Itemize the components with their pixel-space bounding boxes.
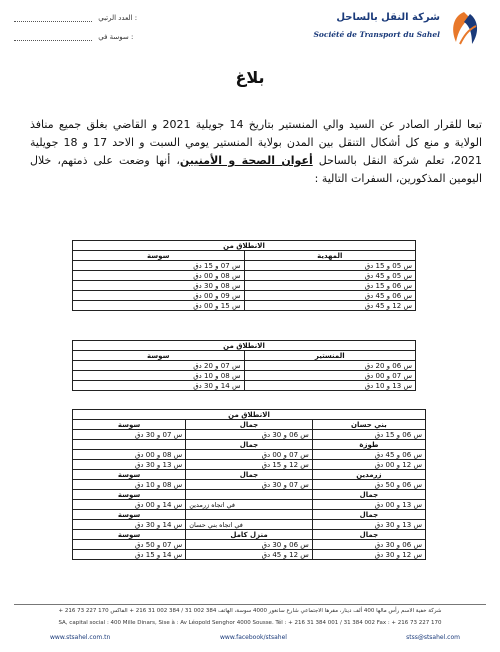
sousse-date-label: سوسة في : bbox=[98, 33, 134, 41]
table-row bbox=[73, 281, 416, 291]
stop-time: س 12 و 45 دق bbox=[186, 550, 313, 560]
dest-header-sousse: سوسة bbox=[73, 530, 186, 540]
page-footer bbox=[0, 604, 500, 652]
arrival-time: س 14 و 15 دق bbox=[73, 550, 186, 560]
departure-time: س 07 و 00 دق bbox=[244, 371, 416, 381]
arrival-time: س 08 و 00 دق bbox=[73, 450, 186, 460]
departure-time: س 06 و 45 دق bbox=[312, 450, 425, 460]
table-caption: الانطلاق من bbox=[73, 241, 416, 251]
table-header-row bbox=[73, 510, 426, 520]
table-caption-row bbox=[73, 410, 426, 420]
facebook-link[interactable]: www.facebook/stsahel bbox=[220, 634, 287, 641]
schedule-table-monastir bbox=[72, 340, 416, 391]
stop-time: س 06 و 30 دق bbox=[186, 430, 313, 440]
departure-time: س 12 و 30 دق bbox=[312, 550, 425, 560]
origin-header-jamal: جمال bbox=[312, 530, 425, 540]
table-row bbox=[73, 361, 416, 371]
ref-number-line bbox=[14, 14, 137, 22]
table-header-row bbox=[73, 490, 426, 500]
departure-time: س 06 و 30 دق bbox=[312, 540, 425, 550]
arrival-time: س 07 و 50 دق bbox=[73, 540, 186, 550]
company-name-fr: Société de Transport du Sahel bbox=[313, 30, 440, 39]
table-row bbox=[73, 271, 416, 281]
table-row bbox=[73, 381, 416, 391]
empty-cell bbox=[186, 490, 313, 500]
departure-time: س 05 و 45 دق bbox=[244, 271, 416, 281]
table-caption: الانطلاق من bbox=[73, 410, 426, 420]
table-header-row bbox=[73, 251, 416, 261]
table-row bbox=[73, 261, 416, 271]
column-header-origin: المهدية bbox=[244, 251, 416, 261]
arrival-time: س 07 و 30 دق bbox=[73, 430, 186, 440]
departure-time: س 06 و 15 دق bbox=[244, 281, 416, 291]
dest-header-sousse: سوسة bbox=[73, 490, 186, 500]
departure-time: س 13 و 00 دق bbox=[312, 500, 425, 510]
arrival-time: س 14 و 30 دق bbox=[73, 520, 186, 530]
direction-note: في اتجاه بني حسان bbox=[186, 520, 313, 530]
company-logo-icon bbox=[446, 8, 482, 48]
departure-time: س 06 و 15 دق bbox=[312, 430, 425, 440]
announcement-emphasis: أعوان الصحة و الأمنيين bbox=[179, 154, 313, 167]
email-link[interactable]: stss@stsahel.com bbox=[406, 634, 460, 641]
sousse-date-blank[interactable] bbox=[14, 40, 92, 41]
table-row bbox=[73, 540, 426, 550]
table-header-row bbox=[73, 440, 426, 450]
table-header-row bbox=[73, 420, 426, 430]
stop-time: س 12 و 15 دق bbox=[186, 460, 313, 470]
table-row bbox=[73, 550, 426, 560]
column-header-dest: سوسة bbox=[73, 351, 245, 361]
table-caption-row bbox=[73, 341, 416, 351]
arrival-time: س 08 و 30 دق bbox=[73, 281, 245, 291]
arrival-time: س 08 و 00 دق bbox=[73, 271, 245, 281]
ref-number-blank[interactable] bbox=[14, 21, 92, 22]
website-link[interactable]: www.stsahel.com.tn bbox=[50, 634, 111, 641]
table-caption-row bbox=[73, 241, 416, 251]
table-row bbox=[73, 520, 426, 530]
table-row bbox=[73, 301, 416, 311]
letterhead bbox=[0, 0, 500, 60]
departure-time: س 06 و 50 دق bbox=[312, 480, 425, 490]
empty-cell bbox=[73, 440, 186, 450]
dest-header-sousse: سوسة bbox=[73, 420, 186, 430]
footer-legal-ar: شركة خفية الاسم رأس مالها 400 ألف دينار، مقرها الاجتماعي شارع سانغور 4000 سوسة، الهاتف 384 002 31 / 384 002 31 216 + الفاكس 170 227 73 216 + bbox=[58, 608, 442, 614]
footer-legal-fr: SA, capital social : 400 Mille Dinars, Sise à : Av Léopold Senghor 4000 Sousse. Tél : + 216 31 384 001 / 31 384 002 Fax : + 216 73 227 170 bbox=[58, 620, 442, 626]
table-header-row bbox=[73, 530, 426, 540]
stop-time: س 06 و 30 دق bbox=[186, 540, 313, 550]
departure-time: س 05 و 15 دق bbox=[244, 261, 416, 271]
announcement-text-2: ، أنها وضعت على ذمتهم، خلال اليومين المذكورين، السفرات التالية : bbox=[30, 154, 482, 185]
column-header-dest: سوسة bbox=[73, 251, 245, 261]
table-row bbox=[73, 450, 426, 460]
origin-header-touza: طوزة bbox=[312, 440, 425, 450]
arrival-time: س 08 و 10 دق bbox=[73, 480, 186, 490]
sousse-date-line bbox=[14, 33, 133, 41]
stop-header-jamal: جمال bbox=[186, 420, 313, 430]
arrival-time: س 07 و 20 دق bbox=[73, 361, 245, 371]
stop-header-menzel-kamel: منزل كامل bbox=[186, 530, 313, 540]
footer-divider bbox=[14, 604, 486, 605]
announcement-text-1: تبعا للقرار الصادر عن السيد والي المنستير بتاريخ 14 جويلية 2021 و القاضي بغلق جميع منافذ الولاية و منع كل أشكال التنقل بين المدن بولاية المنستير يومي السبت و الاحد 17 و 18 جويلية 2021، تعلم شركة النقل بالساحل bbox=[30, 118, 483, 167]
origin-header-beni-hassen: بني حسان bbox=[312, 420, 425, 430]
ref-number-label: العدد الرتبي : bbox=[98, 14, 138, 22]
announcement-body bbox=[30, 116, 482, 188]
dest-header-sousse: سوسة bbox=[73, 470, 186, 480]
page-title: بلاغ bbox=[235, 68, 265, 87]
table-caption: الانطلاق من bbox=[73, 341, 416, 351]
dest-header-sousse: سوسة bbox=[73, 510, 186, 520]
table-row bbox=[73, 430, 426, 440]
arrival-time: س 08 و 10 دق bbox=[73, 371, 245, 381]
arrival-time: س 14 و 00 دق bbox=[73, 500, 186, 510]
origin-header-zermadine: زرمدين bbox=[312, 470, 425, 480]
arrival-time: س 14 و 30 دق bbox=[73, 381, 245, 391]
arrival-time: س 13 و 30 دق bbox=[73, 460, 186, 470]
departure-time: س 13 و 30 دق bbox=[312, 520, 425, 530]
departure-time: س 12 و 45 دق bbox=[244, 301, 416, 311]
departure-time: س 12 و 00 دق bbox=[312, 460, 425, 470]
company-logo-block bbox=[302, 8, 482, 48]
column-header-origin: المنستير bbox=[244, 351, 416, 361]
company-name-ar: شركة النقل بالساحل bbox=[336, 12, 440, 23]
stop-time: س 07 و 30 دق bbox=[186, 480, 313, 490]
table-row bbox=[73, 371, 416, 381]
arrival-time: س 09 و 00 دق bbox=[73, 291, 245, 301]
stop-time: س 07 و 00 دق bbox=[186, 450, 313, 460]
origin-header-jamal: جمال bbox=[312, 510, 425, 520]
arrival-time: س 07 و 15 دق bbox=[73, 261, 245, 271]
arrival-time: س 15 و 00 دق bbox=[73, 301, 245, 311]
table-row bbox=[73, 291, 416, 301]
table-row bbox=[73, 480, 426, 490]
stop-header-jamal: جمال bbox=[186, 440, 313, 450]
departure-time: س 06 و 45 دق bbox=[244, 291, 416, 301]
schedule-table-multi bbox=[72, 409, 426, 560]
table-row bbox=[73, 460, 426, 470]
table-header-row bbox=[73, 351, 416, 361]
departure-time: س 06 و 20 دق bbox=[244, 361, 416, 371]
direction-note: في اتجاه زرمدين bbox=[186, 500, 313, 510]
table-header-row bbox=[73, 470, 426, 480]
origin-header-jamal: جمال bbox=[312, 490, 425, 500]
schedule-table-mahdia bbox=[72, 240, 416, 311]
table-row bbox=[73, 500, 426, 510]
stop-header-jamal: جمال bbox=[186, 470, 313, 480]
departure-time: س 13 و 10 دق bbox=[244, 381, 416, 391]
empty-cell bbox=[186, 510, 313, 520]
